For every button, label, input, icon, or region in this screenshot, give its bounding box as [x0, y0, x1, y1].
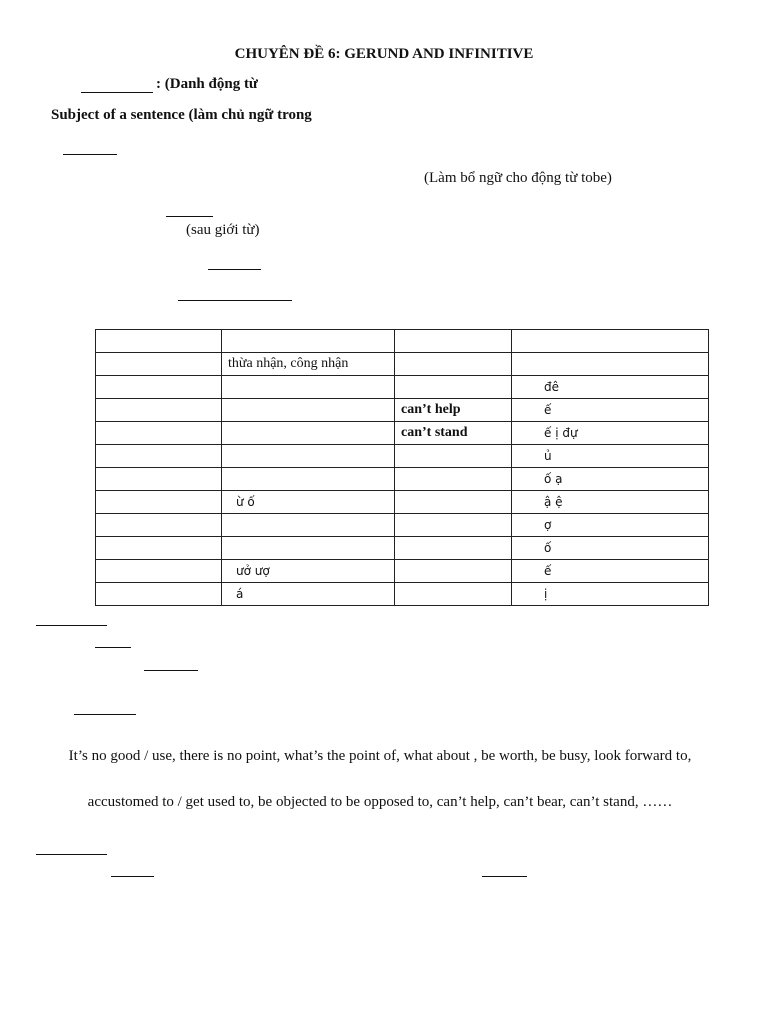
- blank-line: [74, 714, 136, 715]
- table-row: [96, 399, 709, 422]
- table-row: [96, 353, 709, 376]
- verb-table: [95, 329, 709, 606]
- table-cell: [395, 560, 512, 583]
- table-cell: ưở ượ: [222, 560, 395, 583]
- table-cell: [395, 491, 512, 514]
- table-row: [96, 468, 709, 491]
- blank-line: [81, 92, 153, 93]
- table-cell: [395, 376, 512, 399]
- blank-line: [36, 854, 107, 855]
- table-cell: [96, 353, 222, 376]
- table-cell: ố: [512, 537, 709, 560]
- table-cell: [96, 583, 222, 606]
- table-row: [96, 330, 709, 353]
- table-row: [96, 560, 709, 583]
- blank-line: [178, 300, 292, 301]
- blank-line: [166, 216, 213, 217]
- table-cell: ế: [512, 560, 709, 583]
- table-cell: [96, 330, 222, 353]
- blank-line: [95, 647, 131, 648]
- table-cell: can’t stand: [395, 422, 512, 445]
- complement-note: (Làm bổ ngữ cho động từ tobe): [424, 170, 612, 186]
- table-cell: đê: [512, 376, 709, 399]
- table-row: [96, 583, 709, 606]
- table-row: [96, 445, 709, 468]
- blank-line: [36, 625, 107, 626]
- blank-line: [144, 670, 198, 671]
- preposition-note: (sau giới từ): [186, 222, 260, 238]
- table-cell: [96, 422, 222, 445]
- table-row: [96, 537, 709, 560]
- table-cell: [395, 537, 512, 560]
- table-row: [96, 514, 709, 537]
- table-cell: ợ: [512, 514, 709, 537]
- table-cell: [96, 560, 222, 583]
- table-cell: á: [222, 583, 395, 606]
- blank-line: [63, 154, 117, 155]
- table-cell: ế: [512, 399, 709, 422]
- table-cell: [395, 353, 512, 376]
- table-cell: thừa nhận, công nhận: [222, 353, 395, 376]
- table-cell: [222, 399, 395, 422]
- table-cell: ố ạ: [512, 468, 709, 491]
- table-cell: ủ: [512, 445, 709, 468]
- table-cell: ậ ệ: [512, 491, 709, 514]
- table-row: [96, 376, 709, 399]
- table-cell: [96, 491, 222, 514]
- table-cell: [96, 445, 222, 468]
- table-cell: ế ị đự: [512, 422, 709, 445]
- blank-line: [111, 876, 154, 877]
- table-cell: can’t help: [395, 399, 512, 422]
- table-cell: [222, 514, 395, 537]
- table-cell: [96, 468, 222, 491]
- table-cell: [512, 330, 709, 353]
- phrases-line-1: It’s no good / use, there is no point, what’s the point of, what about , be worth, be busy, look forward to,: [68, 748, 692, 764]
- page-title: CHUYÊN ĐỀ 6: GERUND AND INFINITIVE: [234, 46, 534, 62]
- table-cell: [395, 445, 512, 468]
- table-cell: [222, 537, 395, 560]
- table-cell: [96, 376, 222, 399]
- table-cell: [96, 537, 222, 560]
- table-row: [96, 491, 709, 514]
- table-cell: [96, 514, 222, 537]
- table-cell: [222, 445, 395, 468]
- table-cell: [222, 422, 395, 445]
- subject-line: Subject of a sentence (làm chủ ngữ trong: [51, 107, 312, 123]
- phrases-line-2: accustomed to / get used to, be objected to be opposed to, can’t help, can’t bear, can’t stand, ……: [87, 794, 673, 810]
- table-cell: [222, 468, 395, 491]
- table-cell: [222, 376, 395, 399]
- table-cell: [395, 514, 512, 537]
- heading-line: : (Danh động từ: [156, 76, 258, 92]
- table-cell: [96, 399, 222, 422]
- table-cell: [395, 330, 512, 353]
- table-cell: [395, 583, 512, 606]
- table-cell: ừ ố: [222, 491, 395, 514]
- table-cell: [395, 468, 512, 491]
- blank-line: [208, 269, 261, 270]
- table-row: [96, 422, 709, 445]
- table-cell: [512, 353, 709, 376]
- table-cell: ị: [512, 583, 709, 606]
- blank-line: [482, 876, 527, 877]
- table-cell: [222, 330, 395, 353]
